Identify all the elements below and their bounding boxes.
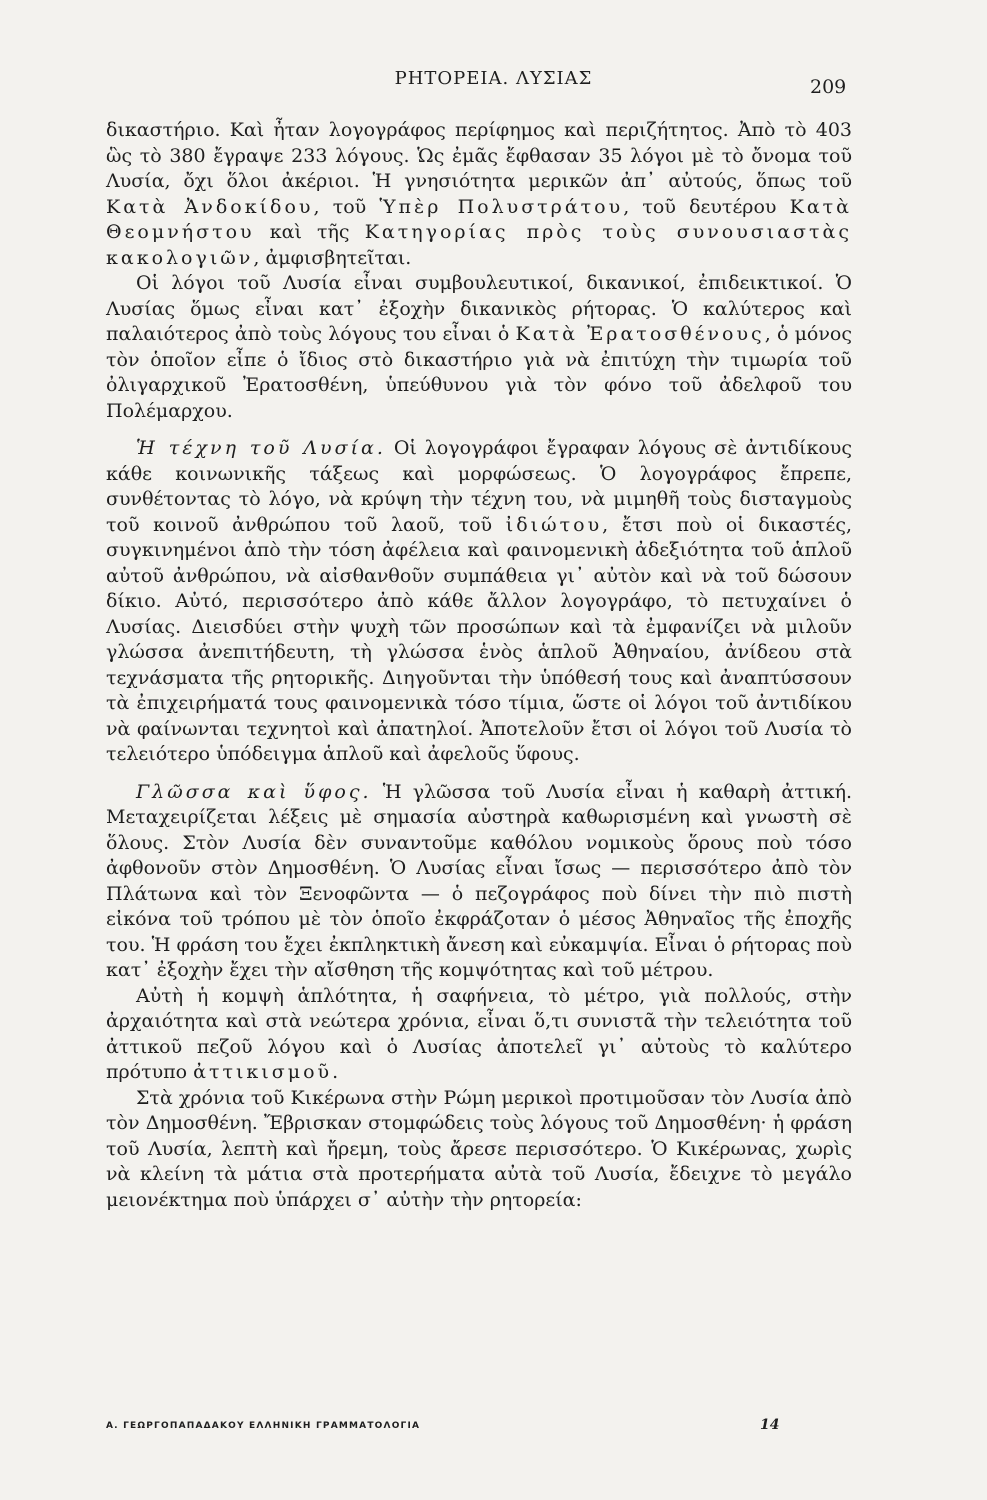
text-run: Ἡ γλῶσσα τοῦ Λυσία εἶναι ἡ καθαρὴ ἀττική. Μεταχειρίζεται λέξεις μὲ σημασία αὐστηρὰ καθωρισμένη καὶ γνωστὴ σὲ ὅλους. Στὸν Λυσία δὲν συναντοῦμε καθόλου νομικοὺς ὅρους ποὺ τόσο ἀφθονοῦν στὸν Δημοσθένη. Ὁ Λυσίας εἶναι ἴσως — περισσότερο ἀπὸ τὸν Πλάτωνα καὶ τὸν Ξενοφῶντα — ὁ πεζογράφος ποὺ δίνει τὴν πιὸ πιστὴ εἰκόνα τοῦ τρόπου μὲ τὸν ὁποῖο ἐκφράζοταν ὁ μέσος Ἀθηναῖος τῆς ἐποχῆς του. Ἡ φράση του ἔχει ἐκπληκτικὴ ἄνεση καὶ εὐκαμψία. Εἶναι ὁ ρήτορας ποὺ κατ᾽ ἐξοχὴν ἔχει τὴν αἴσθηση τῆς κομψότητας καὶ τοῦ μέτρου. — [106, 780, 852, 981]
text-run: , τοῦ — [313, 195, 380, 218]
text-run: . — [332, 1061, 339, 1083]
text-run: , ἔτσι ποὺ οἱ δικαστές, συγκινημένοι ἀπὸ τὴν τόση ἀφέλεια καὶ φαινομενικὴ ἀδεξιότητα τοῦ ἁπλοῦ αὐτοῦ ἀνθρώπου, νὰ αἰσθανθοῦν συμπάθεια γι᾽ αὐτὸν καὶ νὰ τοῦ δώσουν δίκιο. Αὐτό, περισσότερο ἀπὸ κάθε ἄλλον λογογράφο, τὸ πετυχαίνει ὁ Λυσίας. Διεισδύει στὴν ψυχὴ τῶν προσώπων καὶ τὰ ἐμφανίζει νὰ μιλοῦν γλώσσα ἀνεπιτήδευτη, τὴ γλώσσα ἑνὸς ἁπλοῦ Ἀθηναίου, ἀνίδεου στὰ τεχνάσματα τῆς ρητορικῆς. Διηγοῦνται τὴν ὑπόθεσή τους καὶ ἀναπτύσσουν τὰ ἐπιχειρήματά τους φαινομενικὰ τόσο τίμια, ὥστε οἱ λόγοι τοῦ ἀντιδίκου νὰ φαίνωνται τεχνητοὶ καὶ ἀπατηλοί. Ἀποτελοῦν ἔτσι οἱ λόγοι τοῦ Λυσία τὸ τελειότερο ὑπόδειγμα ἁπλοῦ καὶ ἀφελοῦς ὕφους. — [106, 513, 852, 765]
sheet-number: 14 — [760, 1417, 780, 1433]
text-run: , ἀμφισβητεῖται. — [253, 246, 412, 269]
printer-signature: Α. ΓΕΩΡΓΟΠΑΠΑΔΑΚΟΥ ΕΛΛΗΝΙΚΗ ΓΡΑΜΜΑΤΟΛΟΓΙΑ — [106, 1421, 421, 1431]
paragraph-6 — [106, 1086, 852, 1214]
page-number: 209 — [810, 76, 847, 98]
text-run: καὶ τῆς — [254, 221, 365, 243]
emphasized-term: ἰδιώτου — [505, 513, 603, 536]
paragraph-3 — [106, 436, 852, 768]
section-heading: Γλῶσσα καὶ ὕφος. — [136, 780, 372, 803]
running-title: ΡΗΤΟΡΕΙΑ. ΛΥΣΙΑΣ — [394, 68, 593, 89]
text-run: δικαστήριο. Καὶ ἦταν λογογράφος περίφημος καὶ περιζήτητος. Ἀπὸ τὸ 403 ὣς τὸ 380 ἔγραψε 233 λόγους. Ὡς ἐμᾶς ἔφθασαν 35 λόγοι μὲ τὸ ὄνομα τοῦ Λυσία, ὄχι ὅλοι ἀκέριοι. Ἡ γνησιότητα μερικῶν ἀπ᾽ αὐτούς, ὅπως τοῦ — [106, 119, 852, 192]
text-run: Οἱ λογογράφοι ἔγραφαν λόγους σὲ ἀντιδίκους κάθε κοινωνικῆς τάξεως καὶ μορφώσεως. Ὁ λογογράφος ἔπρεπε, συνθέτοντας τὸ λόγο, νὰ κρύψη τὴν τέχνη του, νὰ μιμηθῆ τοὺς δισταγμοὺς τοῦ κοινοῦ ἀνθρώπου τοῦ λαοῦ, τοῦ — [106, 437, 852, 536]
speech-title: Ὑπὲρ Πολυστράτου — [379, 195, 624, 218]
section-heading: Ἡ τέχνη τοῦ Λυσία. — [136, 437, 386, 459]
text-run: , ὁ μόνος τὸν ὁποῖον εἶπε ὁ ἴδιος στὸ δικαστήριο γιὰ νὰ ἐπιτύχη τὴν τιμωρία τοῦ ὀλιγαρχικοῦ Ἐρατοσθένη, ὑπεύθυνου γιὰ τὸν φόνο τοῦ ἀδελφοῦ του Πολέμαρχου. — [106, 323, 853, 422]
paragraph-5 — [106, 984, 852, 1086]
text-run: , τοῦ δευτέρου — [623, 195, 790, 218]
speech-title: Κατὰ Θεομνήστου — [106, 195, 853, 243]
paragraph-4 — [106, 780, 852, 984]
speech-title: Κατηγορίας πρὸς τοὺς συνουσιαστὰς κακολογιῶν — [106, 221, 852, 269]
speech-title: Κατὰ Ἐρατοσθένους — [515, 323, 765, 345]
text-run: Αὐτὴ ἡ κομψὴ ἁπλότητα, ἡ σαφήνεια, τὸ μέτρο, γιὰ πολλούς, στὴν ἀρχαιότητα καὶ στὰ νεώτερα χρόνια, εἶναι ὅ,τι συνιστᾶ τὴν τελειότητα τοῦ ἀττικοῦ πεζοῦ λόγου καὶ ὁ Λυσίας ἀποτελεῖ γι᾽ αὐτοὺς τὸ καλύτερο πρότυπο — [106, 984, 852, 1083]
speech-title: Κατὰ Ἀνδοκίδου — [106, 195, 314, 218]
paragraph-1 — [106, 118, 852, 271]
emphasized-term: ἀττικισμοῦ — [193, 1061, 333, 1083]
paragraph-2 — [106, 271, 852, 424]
body-text — [106, 118, 852, 1213]
text-run: Στὰ χρόνια τοῦ Κικέρωνα στὴν Ρώμη μερικοὶ προτιμοῦσαν τὸν Λυσία ἀπὸ τὸν Δημοσθένη. Ἔβρισκαν στομφώδεις τοὺς λόγους τοῦ Δημοσθένη· ἡ φράση τοῦ Λυσία, λεπτὴ καὶ ἤρεμη, τοὺς ἄρεσε περισσότερο. Ὁ Κικέρωνας, χωρὶς νὰ κλείνη τὰ μάτια στὰ προτερήματα αὐτὰ τοῦ Λυσία, ἔδειχνε τὸ μεγάλο μειονέκτημα ποὺ ὑπάρχει σ᾽ αὐτὴν τὴν ρητορεία: — [106, 1086, 852, 1211]
text-run: Οἱ λόγοι τοῦ Λυσία εἶναι συμβουλευτικοί, δικανικοί, ἐπιδεικτικοί. Ὁ Λυσίας ὅμως εἶναι κατ᾽ ἐξοχὴν δικανικὸς ρήτορας. Ὁ καλύτερος καὶ παλαιότερος ἀπὸ τοὺς λόγους του εἶναι ὁ — [106, 272, 852, 345]
